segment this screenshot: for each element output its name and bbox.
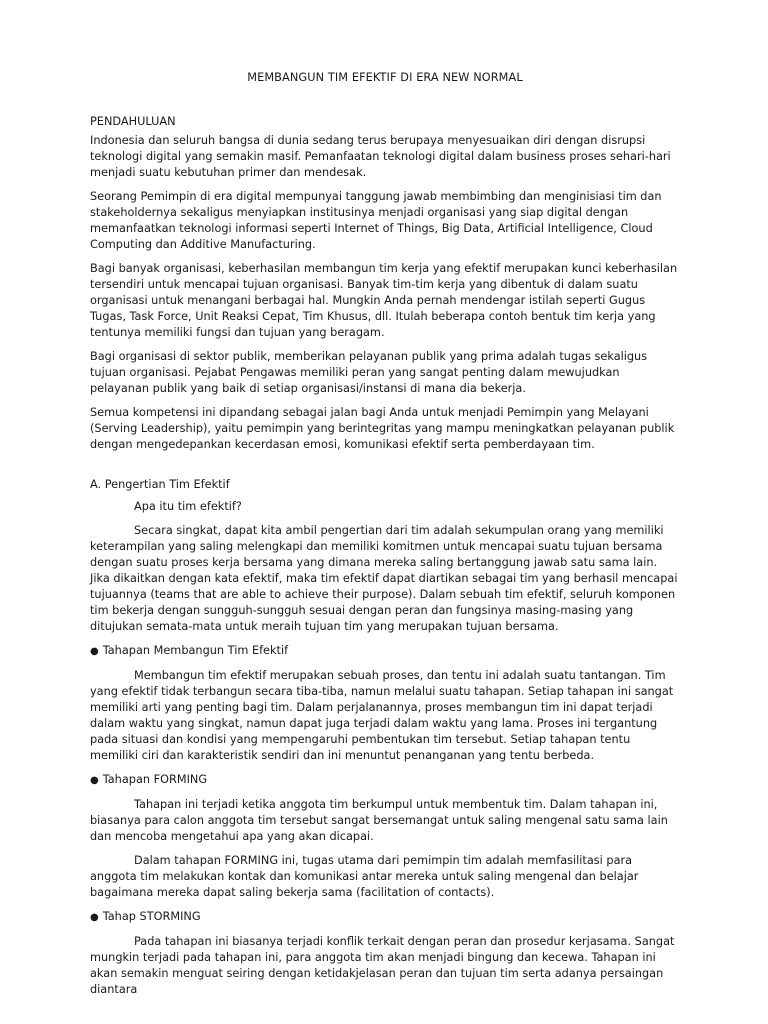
section-a-heading: A. Pengertian Tim Efektif: [90, 478, 230, 491]
forming-paragraph-1: Tahapan ini terjadi ketika anggota tim berkumpul untuk membentuk tim. Dalam tahapan ini, biasanya para calon anggota tim tersebut sangat bersemangat untuk saling mengenal satu sama lain dan mencoba mengetahui apa yang akan dicapai.: [90, 798, 668, 843]
tahapan-paragraph: Membangun tim efektif merupakan sebuah proses, dan tentu ini adalah suatu tantangan. Tim yang efektif tidak terbangun secara tiba-tiba, namun melalui suatu tahapan. Setiap tahapan ini sangat memiliki arti yang penting bagi tim. Dalam perjalanannya, proses membangun tim ini dapat terjadi dalam waktu yang singkat, namun dapat juga terjadi dalam waktu yang lama. Proses ini tergantung pada situasi dan kondisi yang mempengaruhi pembentukan tim tersebut. Setiap tahapan tentu memiliki ciri dan karakteristik sendiri dan ini menuntut penanganan yang tentu berbeda.: [90, 669, 674, 762]
intro-heading: PENDAHULUAN: [90, 115, 176, 128]
bullet-heading-text: Tahapan FORMING: [102, 773, 208, 786]
bullet-dot-icon: ●: [90, 912, 99, 923]
bullet-heading-text: Tahap STORMING: [102, 910, 201, 923]
document-title: MEMBANGUN TIM EFEKTIF DI ERA NEW NORMAL: [247, 71, 523, 84]
document-page: [90, 70, 680, 1006]
section-spacer: [90, 461, 680, 477]
storming-paragraph: Pada tahapan ini biasanya terjadi konflik terkait dengan peran dan prosedur kerjasama. Sangat mungkin terjadi pada tahapan ini, para anggota tim akan menjadi bingung dan kecewa. Tahapan ini akan semakin menguat seiring dengan ketidakjelasan peran dan tujuan tim serta adanya persaingan diantara: [90, 935, 675, 996]
intro-paragraph-5: Semua kompetensi ini dipandang sebagai jalan bagi Anda untuk menjadi Pemimpin yang Melayani (Serving Leadership), yaitu pemimpin yang berintegritas yang mampu meningkatkan pelayanan publik dengan mengedepankan kecerdasan emosi, komunikasi efektif serta pemberdayaan tim.: [90, 406, 675, 451]
bullet-heading-forming: [90, 772, 680, 789]
section-a-question: Apa itu tim efektif?: [134, 500, 242, 513]
intro-paragraph-4: Bagi organisasi di sektor publik, memberikan pelayanan publik yang prima adalah tugas sekaligus tujuan organisasi. Pejabat Pengawas memiliki peran yang sangat penting dalam mewujudkan pelayanan publik yang baik di setiap organisasi/instansi di mana dia bekerja.: [90, 350, 648, 395]
bullet-dot-icon: ●: [90, 775, 99, 786]
bullet-heading-storming: [90, 909, 680, 926]
bullet-dot-icon: ●: [90, 646, 99, 657]
bullet-heading-text: Tahapan Membangun Tim Efektif: [102, 644, 289, 657]
intro-paragraph-3: Bagi banyak organisasi, keberhasilan membangun tim kerja yang efektif merupakan kunci keberhasilan tersendiri untuk mencapai tujuan organisasi. Banyak tim-tim kerja yang dibentuk di dalam suatu organisasi untuk menangani berbagai hal. Mungkin Anda pernah mendengar istilah seperti Gugus Tugas, Task Force, Unit Reaksi Cepat, Tim Khusus, dll. Itulah beberapa contoh bentuk tim kerja yang tentunya memiliki fungsi dan tujuan yang beragam.: [90, 262, 678, 339]
intro-paragraph-2: Seorang Pemimpin di era digital mempunyai tanggung jawab membimbing dan menginisiasi tim dan stakeholdernya sekaligus menyiapkan institusinya menjadi organisasi yang siap digital dengan memanfaatkan teknologi informasi seperti Internet of Things, Big Data, Artificial Intelligence, Cloud Computing dan Additive Manufacturing.: [90, 190, 662, 251]
intro-paragraph-1: Indonesia dan seluruh bangsa di dunia sedang terus berupaya menyesuaikan diri dengan disrupsi teknologi digital yang semakin masif. Pemanfaatan teknologi digital dalam business proses sehari-hari menjadi suatu kebutuhan primer dan mendesak.: [90, 134, 671, 179]
forming-paragraph-2: Dalam tahapan FORMING ini, tugas utama dari pemimpin tim adalah memfasilitasi para anggota tim melakukan kontak dan komunikasi antar mereka untuk saling mengenal dan belajar bagaimana mereka dapat saling bekerja sama (facilitation of contacts).: [90, 854, 639, 899]
section-a-paragraph: Secara singkat, dapat kita ambil pengertian dari tim adalah sekumpulan orang yang memiliki keterampilan yang saling melengkapi dan memiliki komitmen untuk mencapai suatu tujuan bersama dengan suatu proses kerja bersama yang dimana mereka saling bertanggung jawab satu sama lain. Jika dikaitkan dengan kata efektif, maka tim efektif dapat diartikan sebagai tim yang berhasil mencapai tujuannya (teams that are able to achieve their purpose). Dalam sebuah tim efektif, seluruh komponen tim bekerja dengan sungguh-sungguh sesuai dengan peran dan fungsinya masing-masing yang ditujukan semata-mata untuk meraih tujuan tim yang merupakan tujuan bersama.: [90, 524, 678, 633]
bullet-heading-tahapan: [90, 643, 680, 660]
